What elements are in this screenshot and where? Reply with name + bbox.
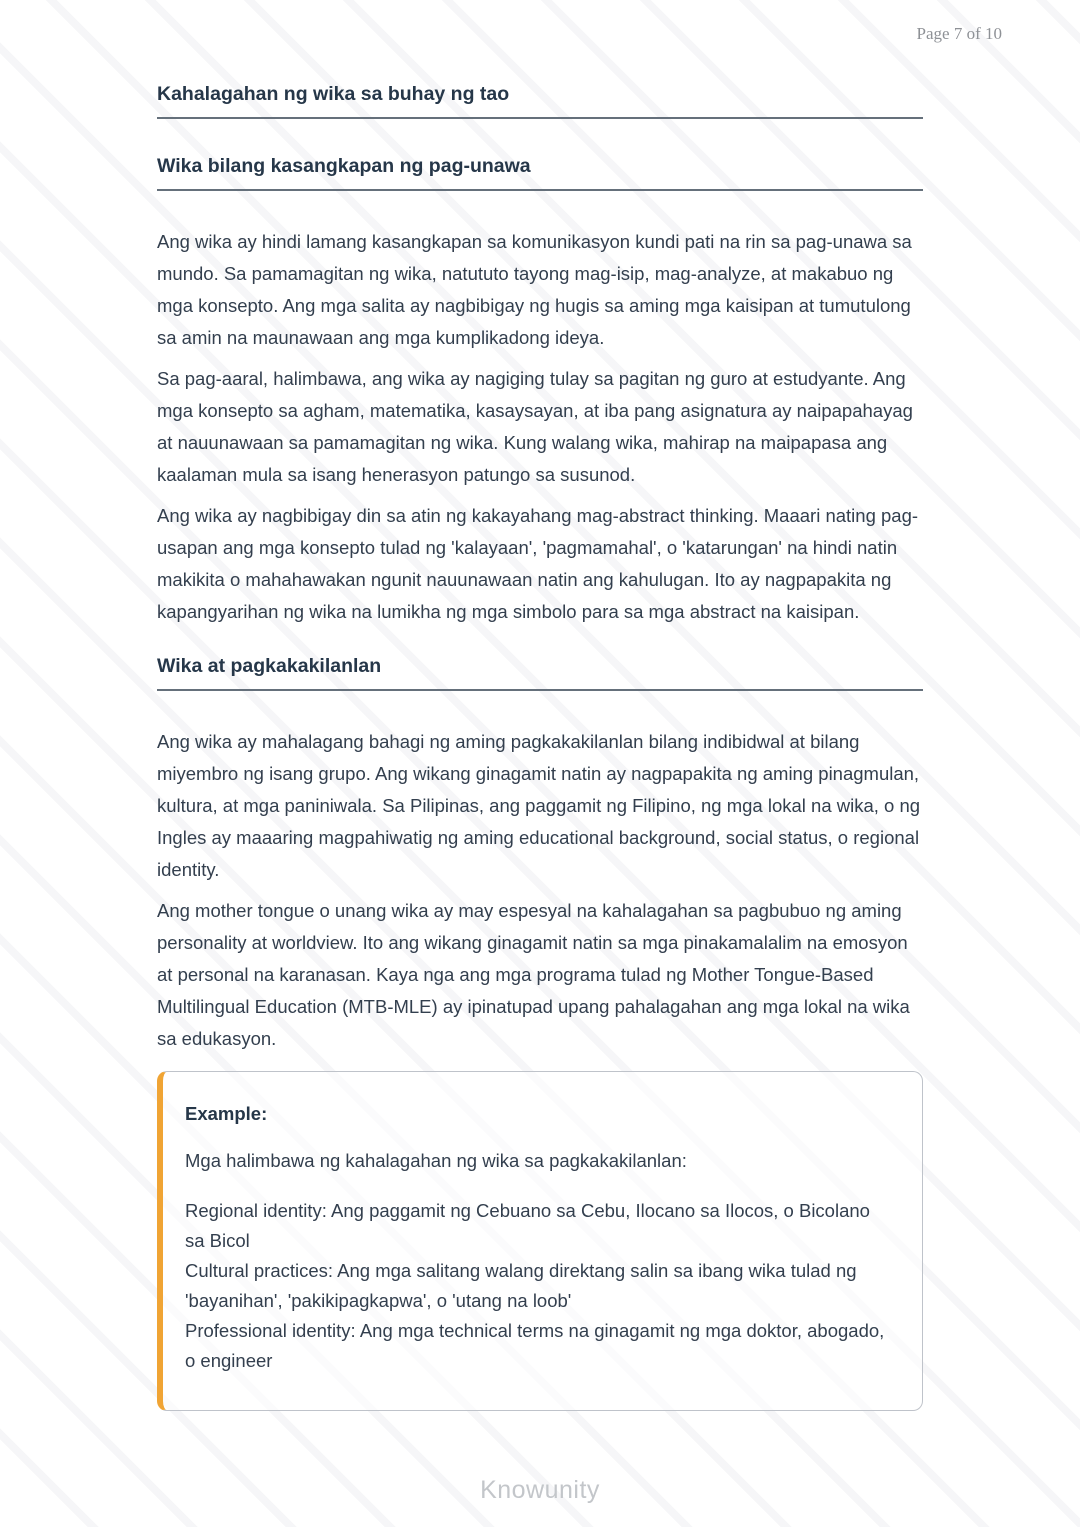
example-item: Cultural practices: Ang mga salitang walang direktang salin sa ibang wika tulad ng 'bayanihan', 'pakikipagkapwa', o 'utang na loob'	[185, 1260, 857, 1311]
example-item: Regional identity: Ang paggamit ng Cebuano sa Cebu, Ilocano sa Ilocos, o Bicolano sa Bicol	[185, 1200, 870, 1251]
paragraph: Sa pag-aaral, halimbawa, ang wika ay nagiging tulay sa pagitan ng guro at estudyante. Ang mga konsepto sa agham, matematika, kasaysayan, at iba pang asignatura ay naipapahayag at nauunawaan sa pamamagitan ng wika. Kung walang wika, mahirap na maipapasa ang kaalaman mula sa isang henerasyon patungo sa susunod.	[157, 368, 913, 485]
page-indicator: Page 7 of 10	[916, 24, 1002, 43]
example-callout-box	[157, 1071, 923, 1411]
example-intro: Mga halimbawa ng kahalagahan ng wika sa pagkakakilanlan:	[185, 1150, 687, 1171]
paragraph: Ang wika ay nagbibigay din sa atin ng kakayahang mag-abstract thinking. Maaari nating pag-usapan ang mga konsepto tulad ng 'kalayaan', 'pagmamahal', o 'katarungan' na hindi natin makikita o mahahawakan ngunit nauunawaan natin ang kahulugan. Ito ay nagpapakita ng kapangyarihan ng wika na lumikha ng mga simbolo para sa mga abstract na kaisipan.	[157, 505, 919, 622]
footer-brand: Knowunity	[480, 1476, 600, 1504]
section-heading-pagkakakilanlan: Wika at pagkakakilanlan	[157, 654, 923, 691]
example-label: Example:	[185, 1103, 268, 1124]
document-title: Kahalagahan ng wika sa buhay ng tao	[157, 82, 923, 119]
paragraph: Ang mother tongue o unang wika ay may espesyal na kahalagahan sa pagbubuo ng aming personality at worldview. Ito ang wikang ginagamit natin sa mga pinakamalalim na emosyon at personal na karanasan. Kaya nga ang mga programa tulad ng Mother Tongue-Based Multilingual Education (MTB-MLE) ay ipinatupad upang pahalagahan ang mga lokal na wika sa edukasyon.	[157, 900, 910, 1049]
paragraph: Ang wika ay mahalagang bahagi ng aming pagkakakilanlan bilang indibidwal at bilang miyembro ng isang grupo. Ang wikang ginagamit natin ay nagpapakita ng aming pinagmulan, kultura, at mga paniniwala. Sa Pilipinas, ang paggamit ng Filipino, ng mga lokal na wika, o ng Ingles ay maaaring magpahiwatig ng aming educational background, social status, o regional identity.	[157, 731, 921, 880]
paragraph: Ang wika ay hindi lamang kasangkapan sa komunikasyon kundi pati na rin sa pag-unawa sa mundo. Sa pamamagitan ng wika, natututo tayong mag-isip, mag-analyze, at makabuo ng mga konsepto. Ang mga salita ay nagbibigay ng hugis sa aming mga kaisipan at tumutulong sa amin na maunawaan ang mga kumplikadong ideya.	[157, 231, 912, 348]
example-item: Professional identity: Ang mga technical terms na ginagamit ng mga doktor, abogado, o engineer	[185, 1320, 885, 1371]
section-heading-pag-unawa: Wika bilang kasangkapan ng pag-unawa	[157, 154, 923, 191]
